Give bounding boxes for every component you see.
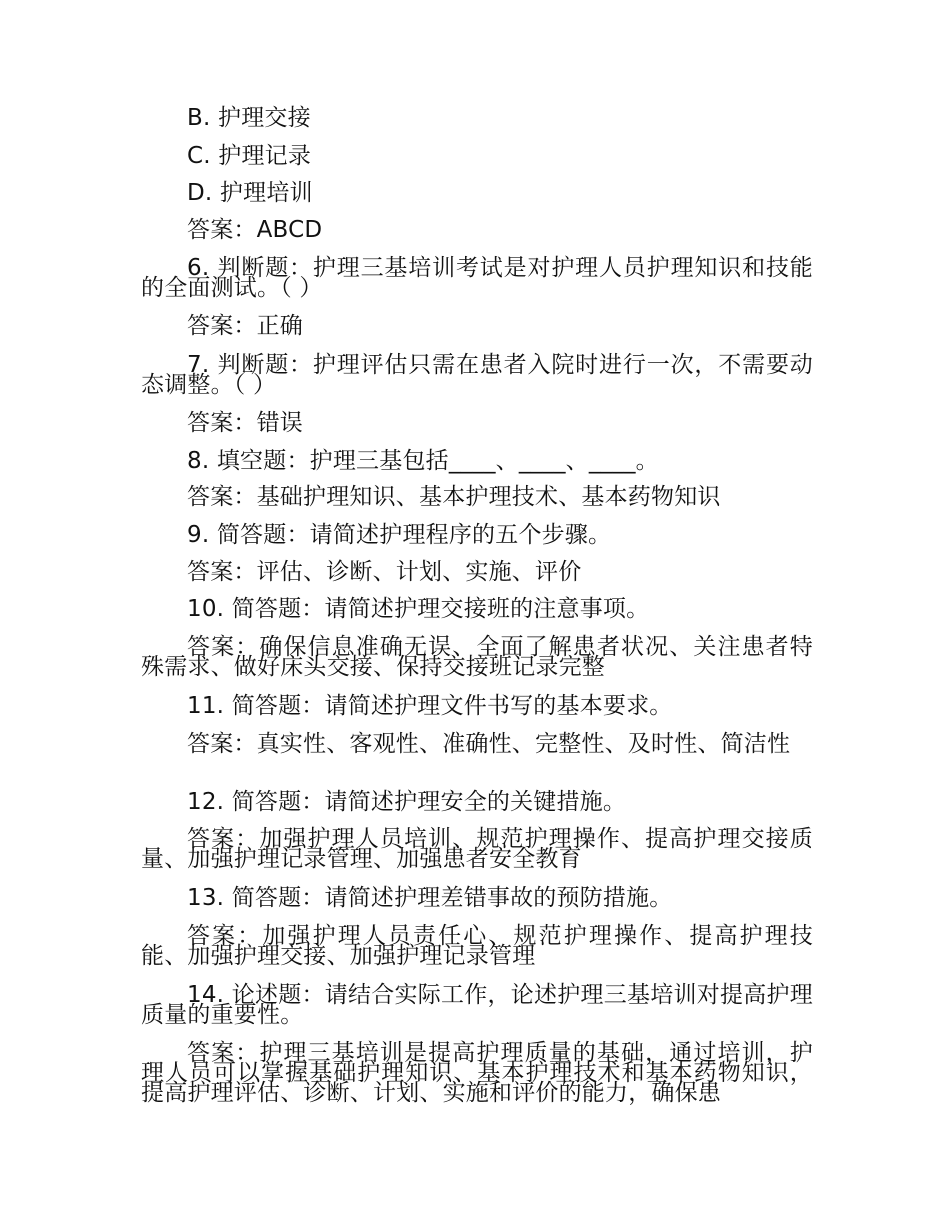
question-12: 12. 简答题：请简述护理安全的关键措施。 [187, 789, 627, 815]
answer-6: 答案：正确 [187, 313, 303, 339]
answer-12: 答案：加强护理人员培训、规范护理操作、提高护理交接质量、加强护理记录管理、加强患者安全教育 [141, 826, 813, 872]
option-c: C. 护理记录 [187, 143, 312, 169]
answer-10: 答案：确保信息准确无误、全面了解患者状况、关注患者特殊需求、做好床头交接、保持交接班记录完整 [141, 634, 813, 680]
question-9: 9. 简答题：请简述护理程序的五个步骤。 [187, 522, 612, 548]
question-14: 14. 论述题：请结合实际工作，论述护理三基培训对提高护理质量的重要性。 [141, 982, 813, 1028]
answer-13: 答案：加强护理人员责任心、规范护理操作、提高护理技能、加强护理交接、加强护理记录管理 [141, 923, 813, 969]
question-10: 10. 简答题：请简述护理交接班的注意事项。 [187, 596, 650, 622]
answer-8: 答案：基础护理知识、基本护理技术、基本药物知识 [187, 484, 721, 510]
answer-5: 答案：ABCD [187, 217, 323, 243]
option-b: B. 护理交接 [187, 105, 311, 131]
answer-11: 答案：真实性、客观性、准确性、完整性、及时性、简洁性 [187, 731, 791, 757]
question-8: 8. 填空题：护理三基包括____、____、____。 [187, 448, 659, 474]
option-d: D. 护理培训 [187, 180, 313, 206]
question-6: 6. 判断题：护理三基培训考试是对护理人员护理知识和技能的全面测试。（ ） [141, 255, 813, 301]
answer-9: 答案：评估、诊断、计划、实施、评价 [187, 559, 582, 585]
question-11: 11. 简答题：请简述护理文件书写的基本要求。 [187, 693, 673, 719]
answer-14: 答案：护理三基培训是提高护理质量的基础，通过培训，护理人员可以掌握基础护理知识、基本护理技术和基本药物知识，提高护理评估、诊断、计划、实施和评价的能力，确保患 [141, 1040, 813, 1106]
question-7: 7. 判断题：护理评估只需在患者入院时进行一次，不需要动态调整。（ ） [141, 352, 813, 398]
question-13: 13. 简答题：请简述护理差错事故的预防措施。 [187, 885, 673, 911]
answer-7: 答案：错误 [187, 410, 303, 436]
